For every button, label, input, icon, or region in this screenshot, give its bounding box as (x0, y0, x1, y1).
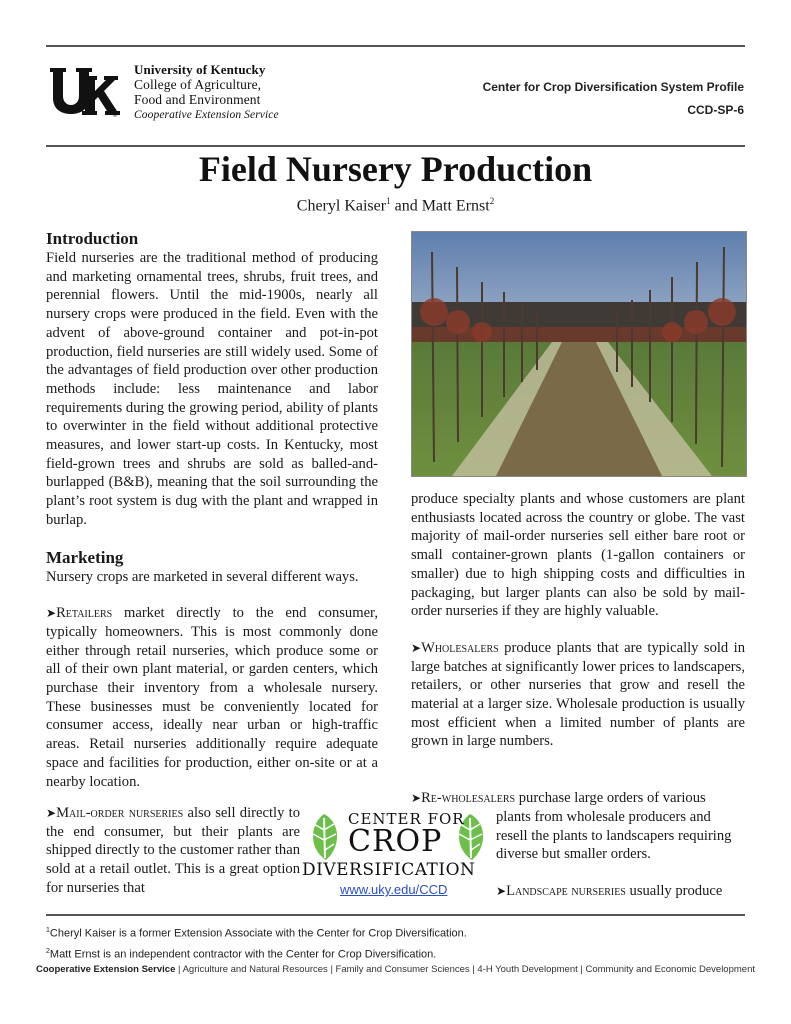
uk-logo (48, 66, 120, 118)
right-column (411, 490, 745, 751)
footnote-2-mark: 2 (46, 947, 50, 955)
ccd-website-link[interactable]: www.uky.edu/CCD (340, 882, 448, 897)
marketing-heading: Marketing (46, 547, 124, 567)
arrow-icon: ➤ (411, 640, 422, 655)
profile-title: Center for Crop Diversification System Profile (482, 80, 744, 94)
ccd-line-2: CROP (348, 824, 443, 859)
authors (0, 196, 791, 215)
left-column (46, 229, 378, 791)
intro-body: Field nurseries are the traditional method of producing and marketing ornamental trees, shrubs, fruit trees, and perennial flowers. Until the mid-1900s, nearly all nursery crops were produced in the field. Even with the advent of above-ground container and pot-in-pot production, field nurseries are still widely used. Some of the advantages of field production over other production methods include: less maintenance and labor requirements during the growing period, ability of plants to overwinter in the field without additional protective measures, and lower start-up costs. In Kentucky, most field-grown trees and shrubs are sold as balled-and-burlapped (B&B), meaning that the soil surrounding the plant’s root system is dug with the plant and wrapped in burlap. (46, 250, 378, 528)
mailorder-paragraph (46, 804, 300, 898)
retailers-text: market directly to the end consumer, typically homeowners. This is most commonly done either through retail nurseries, which produce some or all of their own plant material, or garden centers, which purchase their inventory from a wholesale nursery. These businesses must be conveniently located for consumer access, ideally near urban or high-traffic areas. Retail nurseries additionally require adequate space and facilities for production, either on-site or at a nearby location. (46, 605, 378, 790)
wholesalers-paragraph (411, 639, 745, 751)
retailers-paragraph (46, 604, 378, 791)
rewholesalers-lead: purchase large orders of various (515, 790, 706, 806)
landscape-block (496, 882, 745, 901)
top-rule (46, 45, 745, 47)
profile-code: CCD-SP-6 (687, 103, 744, 117)
arrow-icon: ➤ (411, 791, 422, 805)
intro-heading: Introduction (46, 229, 139, 248)
rewholesalers-rest: plants from wholesale producers and resell the plants to landscapers requiring diverse but smaller orders. (496, 809, 732, 863)
ccd-line-3: DIVERSIFICATION (302, 860, 476, 880)
marketing-lead: Nursery crops are marketed in several different ways. (46, 568, 359, 585)
university-name: University of Kentucky (134, 62, 266, 77)
author-2-mark: 2 (489, 196, 495, 206)
footer-rest: | Agriculture and Natural Resources | Family and Consumer Sciences | 4-H Youth Development | Community and Economic Development (175, 964, 755, 975)
landscape-paragraph (496, 882, 745, 901)
mailorder-text: also sell directly to the end consumer, but their plants are shipped directly to the customer rather than sold at a retail outlet. This is a great option for nurseries that (46, 805, 300, 896)
college-name-2: Food and Environment (134, 92, 261, 107)
arrow-icon: ➤ (46, 806, 57, 820)
landscape-term: Landscape nurseries (506, 883, 626, 899)
footnote-2 (46, 943, 467, 964)
rewholesalers-line (411, 789, 745, 808)
extension-service: Cooperative Extension Service (134, 109, 279, 121)
footnote-1-text: Cheryl Kaiser is a former Extension Associate with the Center for Crop Diversification. (49, 927, 467, 940)
retailers-term: Retailers (56, 605, 113, 622)
arrow-icon: ➤ (46, 606, 57, 621)
mailorder-block (46, 804, 300, 898)
rewholesalers-first-line (411, 789, 745, 808)
footnote-rule (46, 914, 745, 916)
footnote-1-mark: 1 (46, 927, 50, 934)
page-title: Field Nursery Production (198, 149, 593, 189)
landscape-text: usually produce (625, 883, 723, 899)
footnotes (46, 922, 467, 963)
rewholesalers-term: Re-wholesalers (421, 790, 516, 806)
svg-text:®: ® (112, 112, 118, 118)
authors-and: and (390, 197, 422, 215)
wholesalers-text: produce plants that are typically sold in large batches at significantly lower prices to landscapers, retailers, or other nurseries that grow and resell the material at a larger size. Wholesale production is usually most efficient when a limited number of plants are grown in large numbers. (411, 639, 745, 750)
rewholesalers-block (496, 808, 745, 864)
field-nursery-photo (411, 231, 747, 477)
college-name: College of Agriculture, (134, 77, 262, 92)
university-block (134, 62, 279, 123)
mailorder-term: Mail-order nurseries (56, 805, 184, 821)
author-2: Matt Ernst (421, 197, 490, 215)
footnote-1 (46, 922, 467, 943)
wholesalers-term: Wholesalers (421, 639, 499, 656)
author-1: Cheryl Kaiser (296, 197, 387, 215)
profile-block (483, 76, 744, 122)
header-rule (46, 145, 745, 147)
page-footer (0, 964, 791, 975)
ccd-line-1: CENTER FOR (348, 810, 465, 828)
footer-lead: Cooperative Extension Service (35, 964, 176, 975)
mailorder-continued: produce specialty plants and whose customers are plant enthusiasts located across the country or globe. The vast majority of mail-order nurseries sell either bare root or small container-grown plants (1-gallon containers or smaller) due to high shipping costs and difficulties in packaging, but larger plants can also be sold by mail-order nurseries if they are highly valuable. (411, 491, 745, 620)
leaf-icon (304, 812, 344, 862)
footnote-2-text: Matt Ernst is an independent contractor with the Center for Crop Diversification. (49, 948, 437, 961)
arrow-icon: ➤ (496, 884, 507, 898)
author-1-mark: 1 (386, 196, 391, 206)
